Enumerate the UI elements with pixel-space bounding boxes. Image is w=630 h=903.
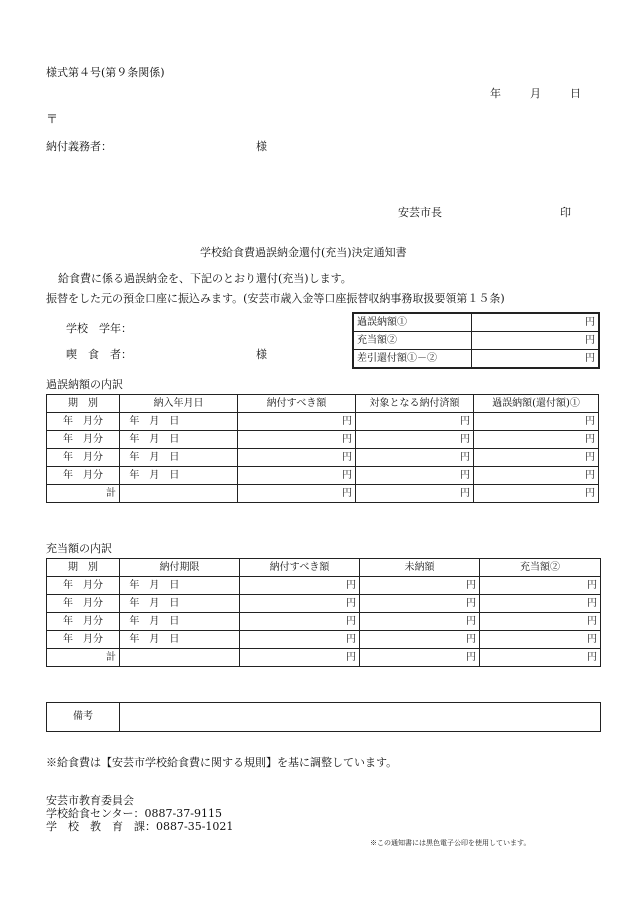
date-year-label: 年	[490, 87, 501, 100]
table-row	[47, 595, 601, 613]
contact-dept: 学 校 教 育 課：0887-35-1021	[46, 820, 234, 833]
obligor-honorific: 様	[256, 140, 267, 153]
obligor-label: 納付義務者：	[46, 140, 112, 153]
date-month-label: 月	[530, 87, 541, 100]
regulation-note: ※給食費は【安芸市学校給食費に関する規則】を基に調整しています。	[46, 756, 398, 769]
amount-cell: 円	[360, 613, 480, 631]
amount-cell: 円	[240, 577, 360, 595]
column-header: 納付すべき額	[240, 559, 360, 577]
amount-cell: 円	[474, 467, 599, 485]
table-header-row	[47, 395, 599, 413]
summary-row	[353, 332, 599, 350]
period-cell: 年 月分	[47, 631, 120, 649]
table-row	[47, 613, 601, 631]
amount-cell: 円	[480, 613, 601, 631]
amount-cell: 円	[356, 413, 474, 431]
date-cell: 年 月 日	[120, 631, 240, 649]
issue-date	[490, 87, 581, 101]
remarks-field	[120, 703, 601, 732]
table-row	[47, 631, 601, 649]
amount-cell: 円	[356, 431, 474, 449]
table-header-row	[47, 559, 601, 577]
column-header: 未納額	[360, 559, 480, 577]
date-cell: 年 月 日	[120, 577, 240, 595]
empty-cell	[120, 485, 238, 503]
period-cell: 年 月分	[47, 467, 120, 485]
period-cell: 年 月分	[47, 431, 120, 449]
amount-cell: 円	[360, 631, 480, 649]
amount-cell: 円	[474, 431, 599, 449]
amount-cell: 円	[356, 485, 474, 503]
seal-mark: 印	[560, 206, 571, 219]
table-row	[47, 467, 599, 485]
table-row	[47, 431, 599, 449]
amount-cell: 円	[240, 613, 360, 631]
summary-table	[352, 312, 600, 369]
total-row	[47, 649, 601, 667]
summary-label: 過誤納額①	[353, 313, 471, 332]
amount-cell: 円	[240, 631, 360, 649]
date-cell: 年 月 日	[120, 431, 238, 449]
amount-cell: 円	[356, 467, 474, 485]
mayor-name: 安芸市長	[398, 206, 442, 219]
contact-center: 学校給食センター：0887-37-9115	[46, 807, 222, 820]
amount-cell: 円	[360, 595, 480, 613]
total-label: 計	[47, 485, 120, 503]
empty-cell	[120, 649, 240, 667]
column-header: 充当額②	[480, 559, 601, 577]
amount-cell: 円	[240, 649, 360, 667]
eater-honorific: 様	[256, 348, 267, 361]
form-number: 様式第４号(第９条関係)	[46, 66, 165, 79]
table-row	[47, 577, 601, 595]
date-cell: 年 月 日	[120, 467, 238, 485]
date-cell: 年 月 日	[120, 413, 238, 431]
summary-unit: 円	[471, 350, 599, 369]
document-title: 学校給食費過誤納金還付(充当)決定通知書	[200, 246, 407, 259]
appropriation-table	[46, 558, 601, 667]
summary-label: 差引還付額①－②	[353, 350, 471, 369]
total-row	[47, 485, 599, 503]
amount-cell: 円	[238, 449, 356, 467]
summary-row	[353, 313, 599, 332]
remarks-row	[47, 703, 601, 732]
remarks-label: 備考	[47, 703, 120, 732]
school-grade-label: 学校 学年：	[66, 322, 132, 335]
total-label: 計	[47, 649, 120, 667]
table-row	[47, 413, 599, 431]
amount-cell: 円	[474, 449, 599, 467]
column-header: 期 別	[47, 395, 120, 413]
summary-unit: 円	[471, 332, 599, 350]
amount-cell: 円	[238, 485, 356, 503]
eater-label: 喫 食 者：	[66, 348, 132, 361]
amount-cell: 円	[238, 431, 356, 449]
amount-cell: 円	[356, 449, 474, 467]
summary-row	[353, 350, 599, 369]
amount-cell: 円	[480, 577, 601, 595]
summary-label: 充当額②	[353, 332, 471, 350]
intro-line-1: 給食費に係る過誤納金を、下記のとおり還付(充当)します。	[58, 272, 352, 285]
appropriation-section-title: 充当額の内訳	[46, 542, 112, 555]
period-cell: 年 月分	[47, 449, 120, 467]
amount-cell: 円	[474, 485, 599, 503]
column-header: 過誤納額(還付額)①	[474, 395, 599, 413]
period-cell: 年 月分	[47, 577, 120, 595]
intro-line-2: 振替をした元の預金口座に振込みます。(安芸市歳入金等口座振替収納事務取扱要領第１５条)	[46, 292, 505, 305]
amount-cell: 円	[238, 413, 356, 431]
column-header: 納付すべき額	[238, 395, 356, 413]
date-cell: 年 月 日	[120, 449, 238, 467]
period-cell: 年 月分	[47, 595, 120, 613]
postal-mark: 〒	[46, 112, 59, 126]
summary-unit: 円	[471, 313, 599, 332]
column-header: 期 別	[47, 559, 120, 577]
column-header: 対象となる納付済額	[356, 395, 474, 413]
amount-cell: 円	[360, 577, 480, 595]
table-row	[47, 449, 599, 467]
amount-cell: 円	[480, 649, 601, 667]
date-cell: 年 月 日	[120, 595, 240, 613]
overpayment-section-title: 過誤納額の内訳	[46, 378, 123, 391]
amount-cell: 円	[480, 631, 601, 649]
column-header: 納入年月日	[120, 395, 238, 413]
date-cell: 年 月 日	[120, 613, 240, 631]
amount-cell: 円	[360, 649, 480, 667]
e-seal-footnote: ※この通知書には黒色電子公印を使用しています。	[370, 839, 531, 847]
period-cell: 年 月分	[47, 613, 120, 631]
remarks-table	[46, 702, 601, 732]
date-day-label: 日	[570, 87, 581, 100]
period-cell: 年 月分	[47, 413, 120, 431]
contact-org: 安芸市教育委員会	[46, 794, 134, 807]
column-header: 納付期限	[120, 559, 240, 577]
amount-cell: 円	[474, 413, 599, 431]
amount-cell: 円	[238, 467, 356, 485]
amount-cell: 円	[240, 595, 360, 613]
overpayment-table	[46, 394, 599, 503]
amount-cell: 円	[480, 595, 601, 613]
